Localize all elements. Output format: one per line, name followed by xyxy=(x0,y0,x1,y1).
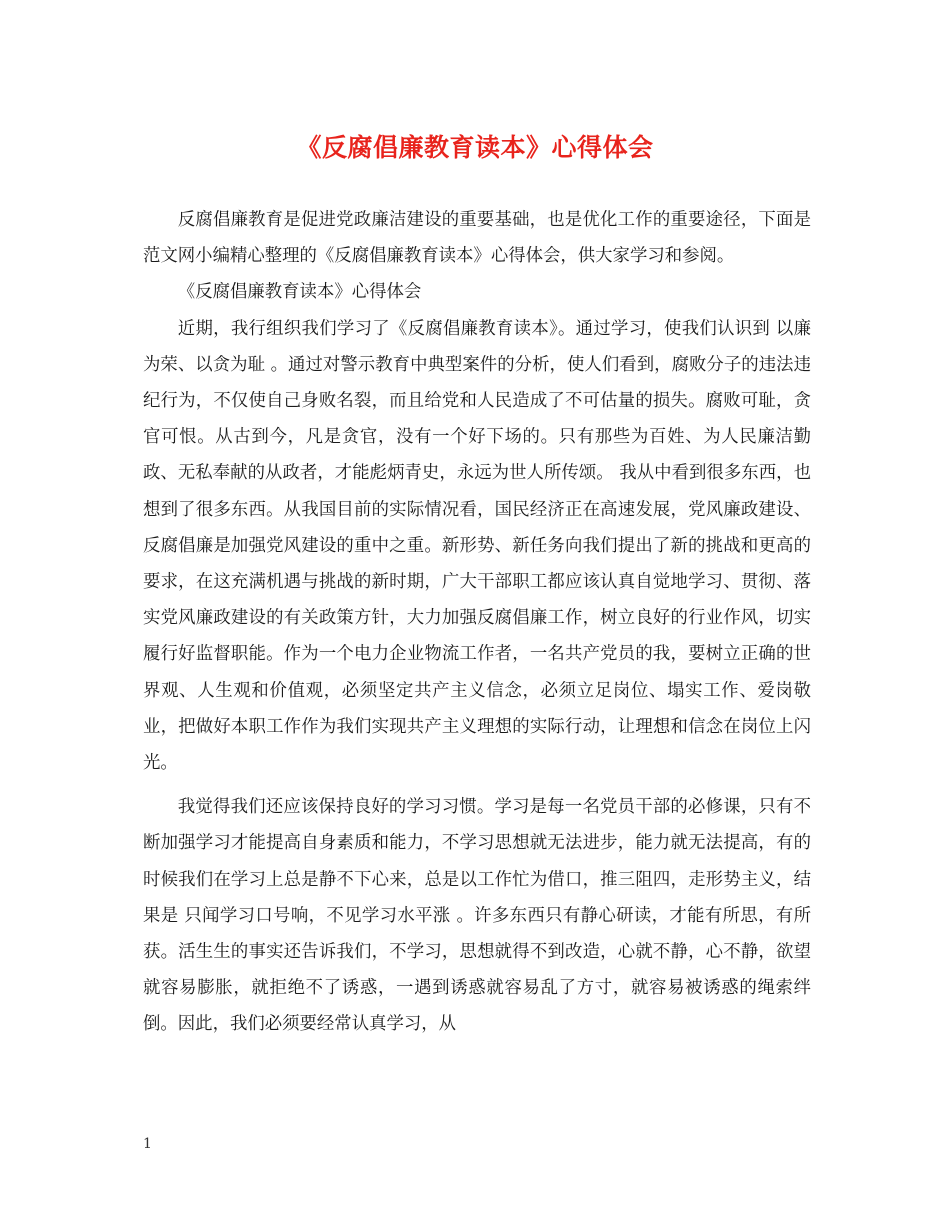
body-paragraph-1: 近期，我行组织我们学习了《反腐倡廉教育读本》。通过学习，使我们认识到 以廉为荣、以贪为耻 。通过对警示教育中典型案件的分析，使人们看到，腐败分子的违法违纪行为，不仅使自己身败名裂，而且给党和人民造成了不可估量的损失。腐败可耻，贪官可恨。从古到今，凡是贪官，没有一个好下场的。只有那些为百姓、为人民廉洁勤政、无私奉献的从政者，才能彪炳青史，永远为世人所传颂。 我从中看到很多东西，也想到了很多东西。从我国目前的实际情况看，国民经济正在高速发展，党风廉政建设、反腐倡廉是加强党风建设的重中之重。新形势、新任务向我们提出了新的挑战和更高的要求，在这充满机遇与挑战的新时期，广大干部职工都应该认真自觉地学习、贯彻、落实党风廉政建设的有关政策方针，大力加强反腐倡廉工作，树立良好的行业作风，切实履行好监督职能。作为一个电力企业物流工作者，一名共产党员的我，要树立正确的世界观、人生观和价值观，必须坚定共产主义信念，必须立足岗位、塌实工作、爱岗敬业，把做好本职工作作为我们实现共产主义理想的实际行动，让理想和信念在岗位上闪光。 xyxy=(143,318,811,774)
page-number: 1 xyxy=(143,1136,152,1152)
intro-paragraph: 反腐倡廉教育是促进党政廉洁建设的重要基础，也是优化工作的重要途径，下面是范文网小编精心整理的《反腐倡廉教育读本》心得体会，供大家学习和参阅。 xyxy=(143,210,811,267)
body-paragraph-2: 我觉得我们还应该保持良好的学习习惯。学习是每一名党员干部的必修课，只有不断加强学习才能提高自身素质和能力，不学习思想就无法进步，能力就无法提高，有的时候我们在学习上总是静不下心来，总是以工作忙为借口，推三阻四，走形势主义，结果是 只闻学习口号响，不见学习水平涨 。许多东西只有静心研读，才能有所思，有所获。活生生的事实还告诉我们，不学习，思想就得不到改造，心就不静，心不静，欲望就容易膨胀，就拒绝不了诱惑，一遇到诱惑就容易乱了方寸，就容易被诱惑的绳索绊倒。因此，我们必须要经常认真学习，从 xyxy=(143,797,811,1035)
document-title: 《反腐倡廉教育读本》心得体会 xyxy=(296,133,654,162)
section-heading: 《反腐倡廉教育读本》心得体会 xyxy=(177,282,422,303)
document-body xyxy=(143,202,811,1043)
